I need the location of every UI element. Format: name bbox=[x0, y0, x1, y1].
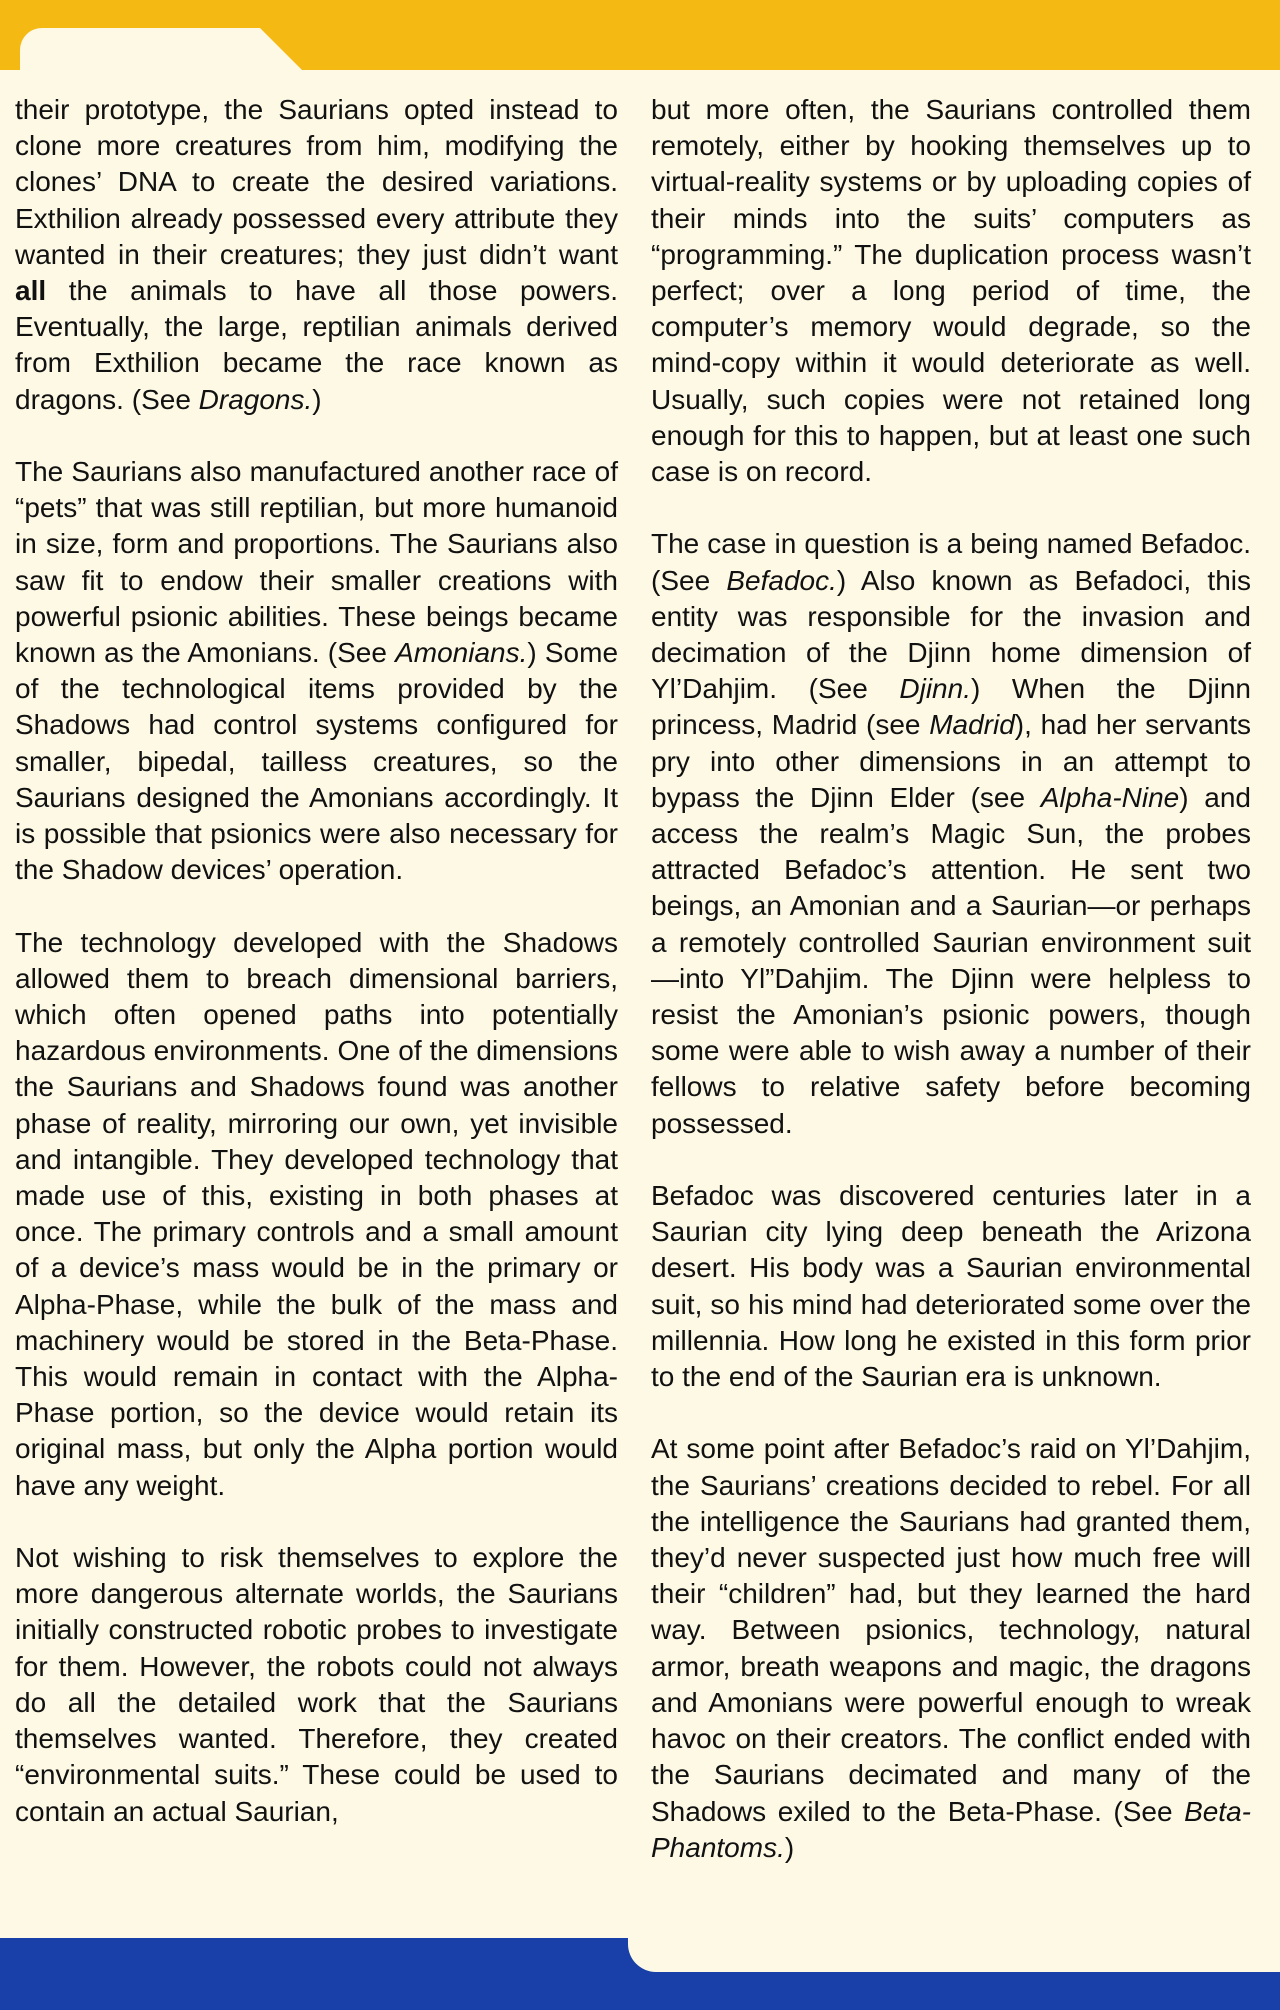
right-column bbox=[651, 92, 1251, 1866]
right-paragraph-2: The case in question is a being named Befadoc. (See Befadoc.) Also known as Befadoci, this entity was responsible for the invasion and decimation of the Djinn home dimension of Yl’Dahjim. (See Djinn.) When the Djinn princess, Madrid (see Madrid), had her servants pry into other dimensions in an attempt to bypass the Djinn Elder (see Alpha-Nine) and access the realm’s Magic Sun, the probes attracted Befadoc’s attention. He sent two beings, an Amonian and a Saurian—or perhaps a remotely controlled Saurian environment suit—into Yl”Dahjim. The Djinn were helpless to resist the Amonian’s psionic powers, though some were able to wish away a number of their fellows to relative safety before becoming possessed. bbox=[651, 528, 1252, 1139]
page-body bbox=[0, 88, 1280, 1938]
left-paragraph-4: Not wishing to risk themselves to explore the more dangerous alternate worlds, the Saurians initially constructed robotic probes to investigate for them. However, the robots could not always do all the detailed work that the Saurians themselves wanted. Therefore, they created “environmental suits.” These could be used to contain an actual Saurian, bbox=[15, 1542, 618, 1827]
right-paragraph-1: but more often, the Saurians controlled them remotely, either by hooking themselves up to virtual-reality systems or by uploading copies of their minds into the suits’ computers as “programming.” The duplication process wasn’t perfect; over a long period of time, the computer’s memory would degrade, so the mind-copy within it would deteriorate as well. Usually, such copies were not retained long enough for this to happen, but at least one such case is on record. bbox=[651, 94, 1251, 488]
cross-reference: Amonians. bbox=[395, 637, 528, 669]
cross-reference: Djinn. bbox=[899, 673, 971, 705]
cross-reference: Madrid bbox=[929, 709, 1015, 741]
cross-reference: Alpha-Nine bbox=[1040, 781, 1180, 813]
left-paragraph-2: The Saurians also manufactured another race of “pets” that was still reptilian, but more humanoid in size, form and proportions. The Saurians also saw fit to endow their smaller creations with powerful psionic abilities. These beings became known as the Amonians. (See Amonians.) Some of the technological items provided by the Shadows had control systems configured for smaller, bipedal, tailless creatures, so the Saurians designed the Amonians accordingly. It is possible that psionics were also necessary for the Shadow devices’ operation. bbox=[15, 456, 619, 886]
left-column bbox=[15, 92, 618, 1830]
left-paragraph-1: their prototype, the Saurians opted instead to clone more creatures from him, modifying the clones’ DNA to create the desired variations. Exthilion already possessed every attribute they wanted in their creatures; they just didn’t want all the animals to have all those powers. Eventually, the large, reptilian animals derived from Exthilion became the race known as dragons. (See Dragons.) bbox=[15, 94, 618, 415]
cross-reference: Dragons. bbox=[198, 383, 313, 415]
right-paragraph-4: At some point after Befadoc’s raid on Yl’Dahjim, the Saurians’ creations decided to rebel. For all the intelligence the Saurians had granted them, they’d never suspected just how much free will their “children” had, but they learned the hard way. Between psionics, technology, natural armor, breath weapons and magic, the dragons and Amonians were powerful enough to wreak havoc on their creators. The conflict ended with the Saurians decimated and many of the Shadows exiled to the Beta-Phase. (See Beta-Phantoms.) bbox=[651, 1433, 1251, 1863]
cross-reference: Befadoc. bbox=[726, 564, 837, 596]
left-paragraph-3: The technology developed with the Shadows allowed them to breach dimensional barriers, which often opened paths into potentially hazardous environments. One of the dimensions the Saurians and Shadows found was another phase of reality, mirroring our own, yet invisible and intangible. They developed technology that made use of this, existing in both phases at once. The primary controls and a small amount of a device’s mass would be in the primary or Alpha-Phase, while the bulk of the mass and machinery would be stored in the Beta-Phase. This would remain in contact with the Alpha-Phase portion, so the device would retain its original mass, but only the Alpha portion would have any weight. bbox=[15, 926, 618, 1501]
cross-reference: Beta-Phantoms. bbox=[651, 1795, 1251, 1863]
right-paragraph-3: Befadoc was discovered centuries later in a Saurian city lying deep beneath the Arizona desert. His body was a Saurian environmental suit, so his mind had deteriorated some over the millennia. How long he existed in this form prior to the end of the Saurian era is unknown. bbox=[651, 1180, 1251, 1393]
